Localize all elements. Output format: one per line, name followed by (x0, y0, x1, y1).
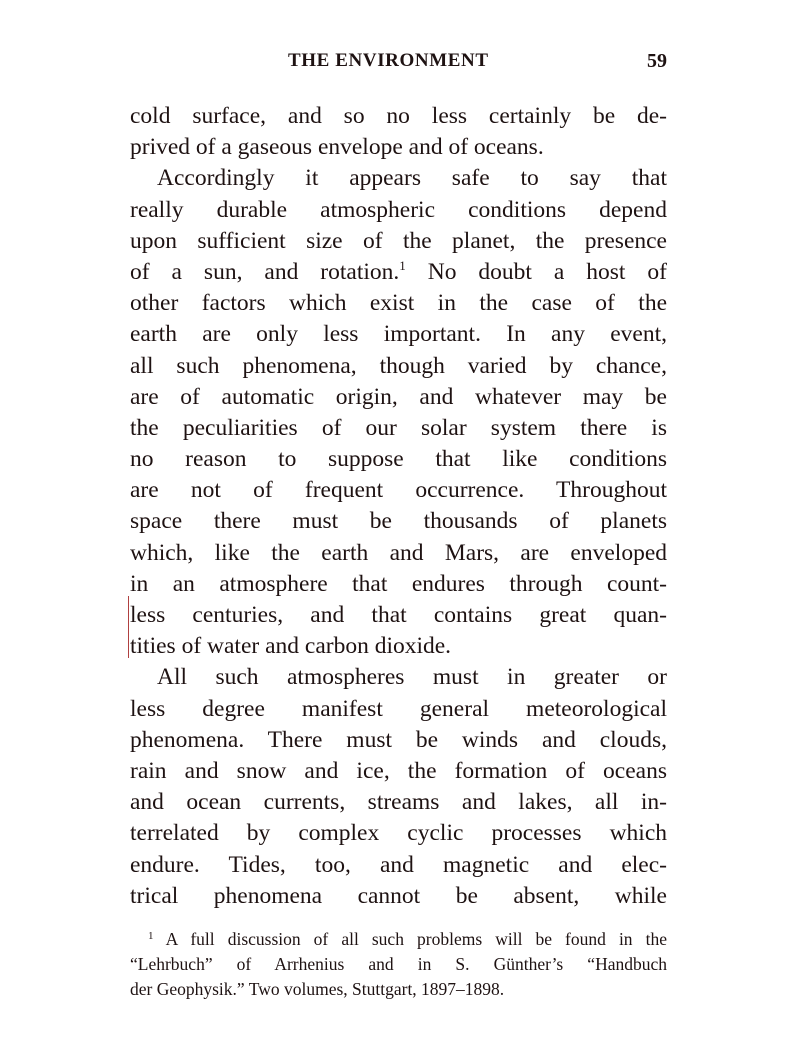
paragraph-first-line: All such atmospheres must in greater or (157, 664, 667, 691)
text-line: in an atmosphere that endures through count- (130, 570, 667, 597)
text-line: really durable atmospheric conditions depend (130, 196, 667, 223)
page-number: 59 (647, 50, 667, 72)
text-segment: of a sun, and rotation. (130, 258, 400, 285)
text-line: no reason to suppose that like conditions (130, 446, 667, 473)
text-line: are of automatic origin, and whatever may be (130, 383, 667, 410)
text-segment: No doubt a host of (427, 258, 667, 285)
text-line: the peculiarities of our solar system there is (130, 414, 667, 441)
footnote-marker: 1 (148, 930, 154, 942)
text-line: phenomena. There must be winds and clouds, (130, 726, 667, 753)
text-line: other factors which exist in the case of the (130, 290, 667, 317)
text-line: trical phenomena cannot be absent, while (130, 882, 667, 909)
text-line: terrelated by complex cyclic processes which (130, 820, 667, 847)
text-line: prived of a gaseous envelope and of oceans. (130, 134, 544, 161)
body-text (130, 101, 667, 912)
text-line: less centuries, and that contains great quan- (130, 602, 667, 628)
footnote-text-segment: A full discussion of all such problems will be found in the (165, 929, 668, 949)
margin-pencil-mark (128, 596, 129, 658)
text-line: upon sufficient size of the planet, the presence (130, 227, 667, 254)
footnote (130, 927, 667, 1002)
text-line: are not of frequent occurrence. Throughout (130, 477, 667, 504)
text-line: which, like the earth and Mars, are enveloped (130, 539, 667, 566)
footnote-line: der Geophysik.” Two volumes, Stuttgart, 1897–1898. (130, 979, 505, 999)
text-line: and ocean currents, streams and lakes, all in- (130, 789, 667, 816)
paragraph-first-line: Accordingly it appears safe to say that (157, 165, 667, 192)
text-line: tities of water and carbon dioxide. (130, 633, 452, 660)
text-line: rain and snow and ice, the formation of oceans (130, 757, 667, 784)
text-line: endure. Tides, too, and magnetic and elec- (130, 851, 667, 878)
text-line: space there must be thousands of planets (130, 508, 667, 535)
footnote-line (130, 927, 667, 952)
footnote-reference[interactable]: 1 (399, 257, 406, 273)
text-line: earth are only less important. In any event, (130, 321, 667, 348)
text-line: cold surface, and so no less certainly be de- (130, 103, 667, 129)
text-segment (406, 259, 428, 285)
running-head (130, 50, 667, 78)
text-line: all such phenomena, though varied by chance, (130, 352, 667, 379)
footnote-line: “Lehrbuch” of Arrhenius and in S. Günther’s “Handbuch (130, 954, 667, 974)
running-head-title: THE ENVIRONMENT (288, 50, 489, 71)
text-line: less degree manifest general meteorological (130, 695, 667, 722)
text-line-with-footnote-ref (130, 257, 667, 288)
